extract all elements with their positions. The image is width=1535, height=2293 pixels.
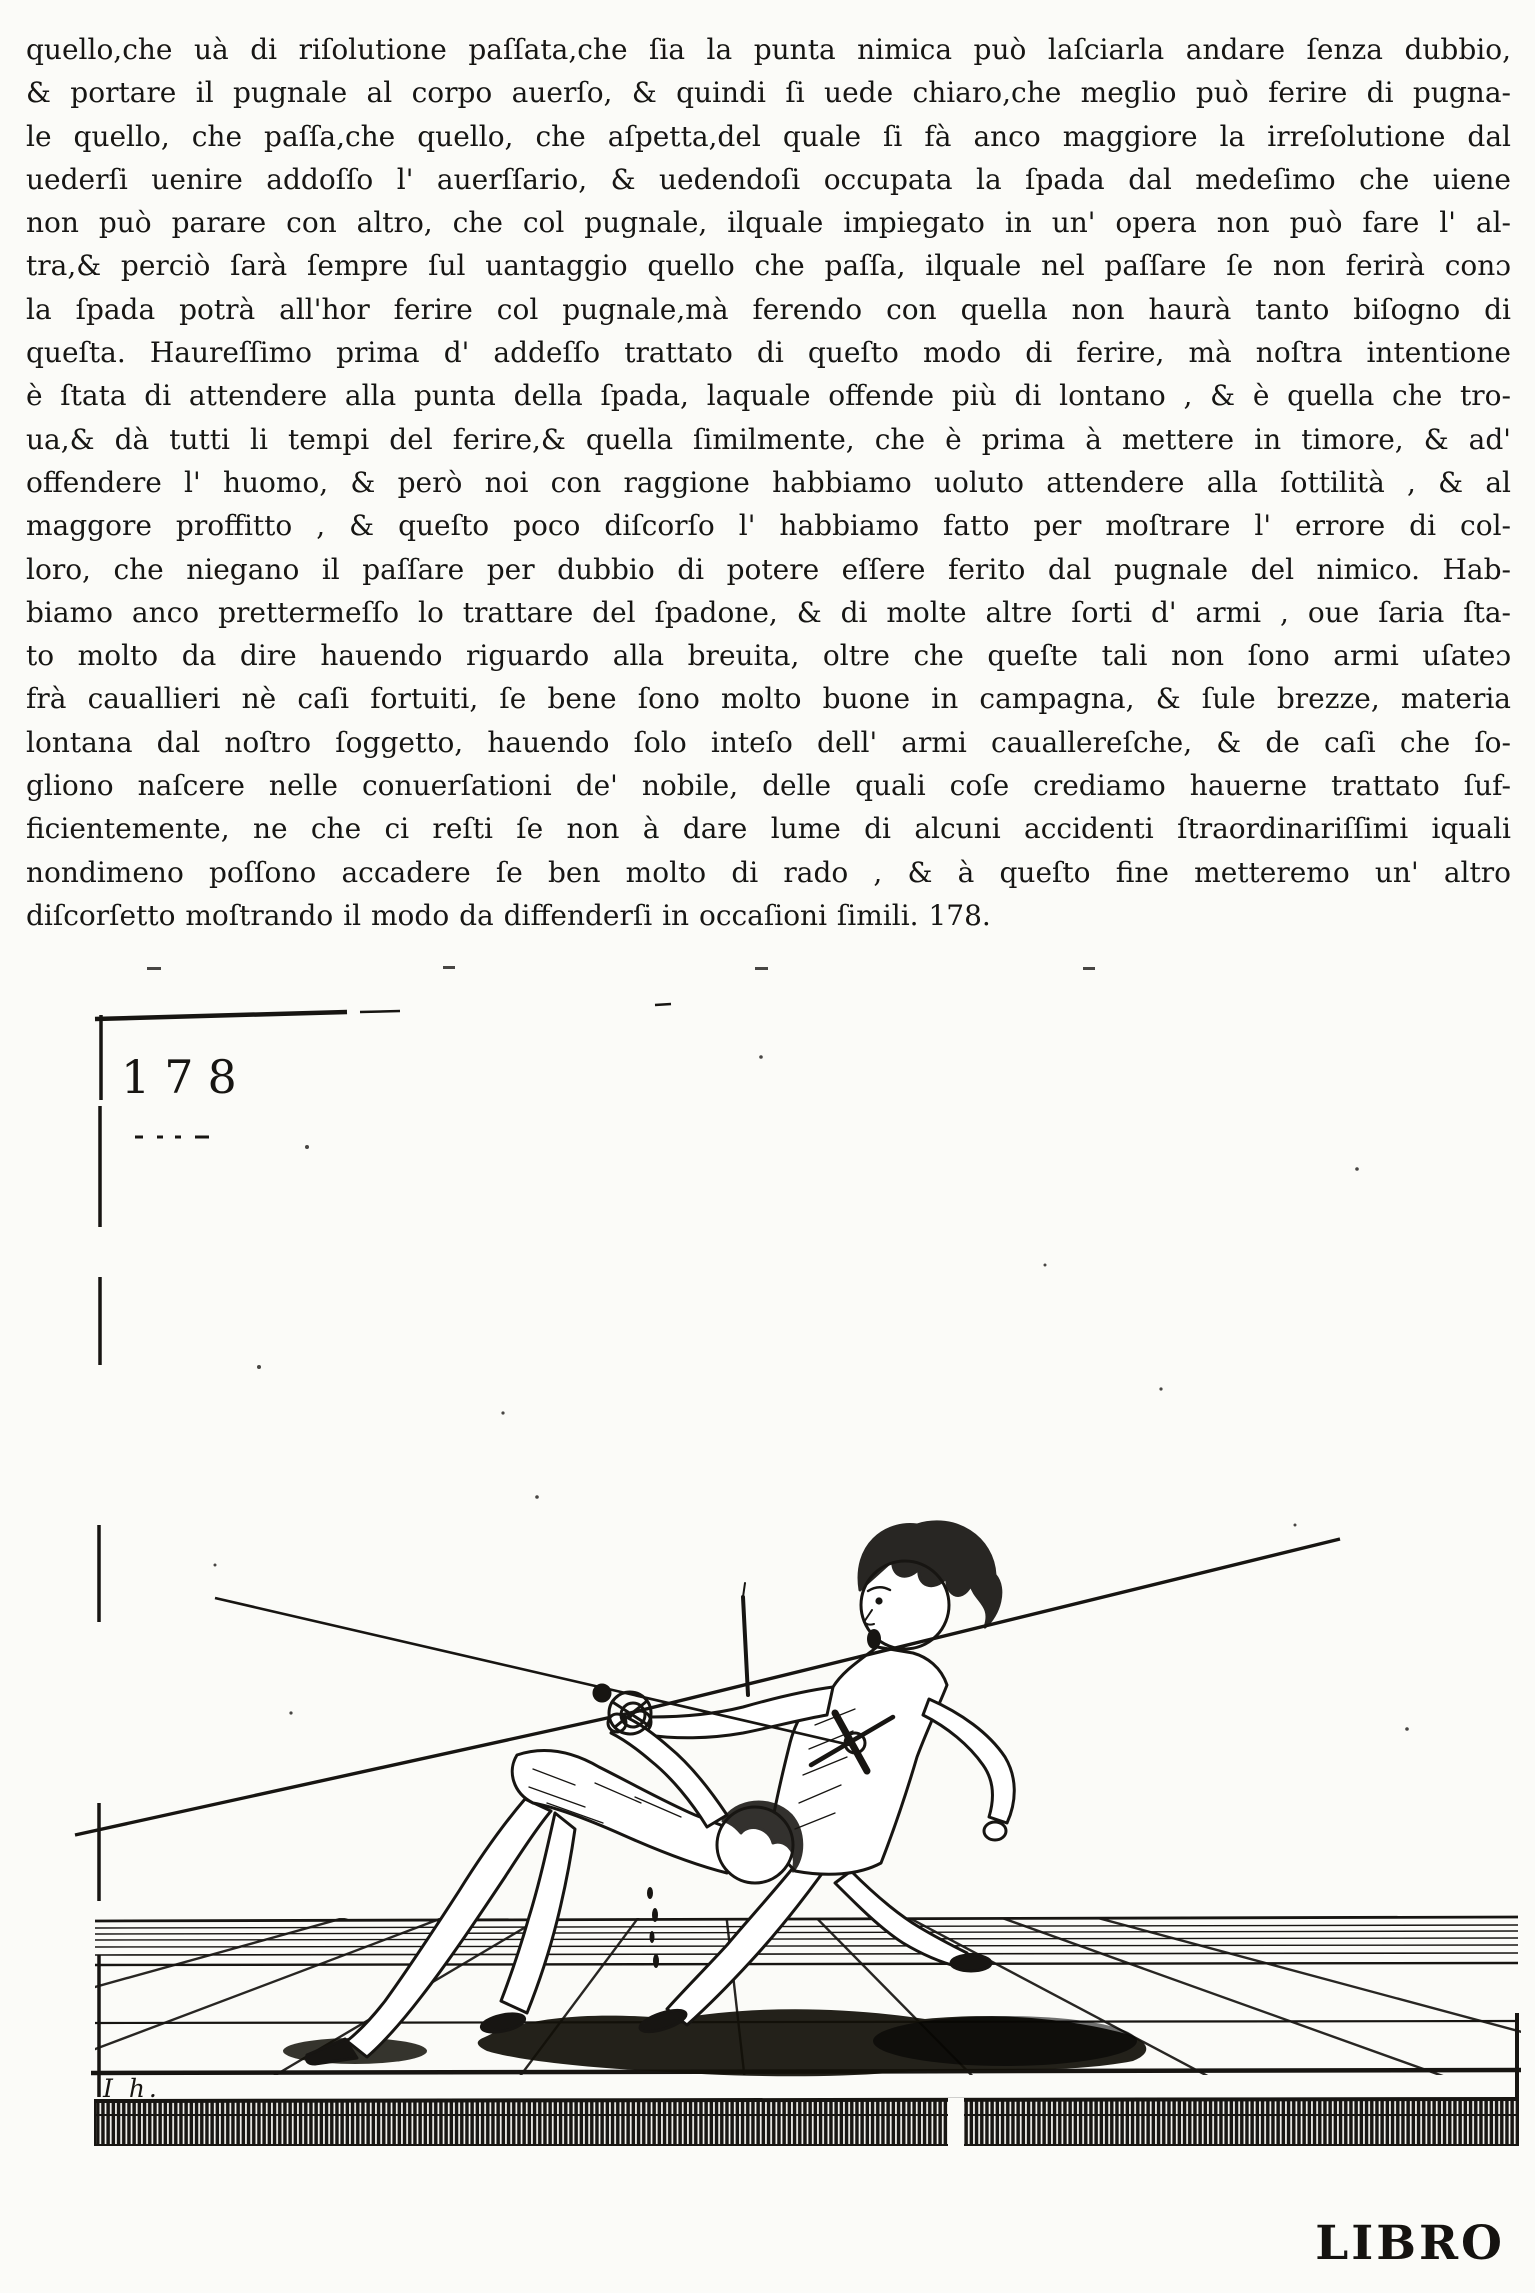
text-line: gliono naſcere nelle conuerſationi de' nobile, delle quali coſe crediamo hauerne trattato ſuf-	[26, 769, 1511, 803]
body-text	[0, 0, 1535, 937]
floor-horizon-band	[95, 1917, 1518, 1965]
text-line: maggore proffitto , & queſto poco diſcorſo l' habbiamo fatto per moſtrare l' errore di col-	[26, 509, 1511, 543]
text-line: diſcorſetto moſtrando il modo da diffenderſi in occaſioni ſimili. 178.	[26, 898, 991, 932]
text-line: queſta. Haureſſimo prima d' addeſſo trattato di queſto modo di ferire, mà noſtra intentione	[26, 336, 1511, 370]
standing-fencer-front-leg	[667, 1863, 821, 2025]
text-line: non può parare con altro, che col pugnale, ilquale impiegato in un' opera non può fare l' al-	[26, 206, 1511, 240]
text-line: lontana dal noſtro ſoggetto, hauendo ſolo inteſo dell' armi cauallereſche, & de caſi che ſo-	[26, 725, 1511, 759]
text-line: tra,& perciò ſarà ſempre ſul uantaggio quello che paſſa, ilquale nel paſſare ſe non ferirà conɔ	[26, 249, 1511, 283]
dagger-blade-tip	[743, 1583, 745, 1597]
figure-number: 178	[121, 1050, 251, 1104]
standing-fencer-rear-arm	[923, 1699, 1014, 1823]
engraving-plate	[55, 965, 1525, 2180]
catchword: LIBRO	[1315, 2216, 1505, 2271]
text-line: frà cauallieri nè caſi fortuiti, ſe bene ſono molto buone in campagna, & ſule brezze, materia	[26, 682, 1511, 716]
text-line: uederſi uenire addoſſo l' auerſſario, & uedendoſi occupata la ſpada dal medeſimo che uiene	[26, 162, 1511, 196]
text-line: la ſpada potrà all'hor ferire col pugnale,mà ferendo con quella non haurà tanto biſogno di	[26, 292, 1511, 326]
standing-fencer-open-mouth	[867, 1629, 881, 1649]
text-line: & portare il pugnale al corpo auerſo, & quindi ſi uede chiaro,che meglio può ferire di pugna-	[26, 76, 1511, 110]
text-line: ficientemente, ne che ci reſti ſe non à dare lume di alcuni accidenti ſtraordinariſſimi iquali	[26, 812, 1511, 846]
text-line: è ſtata di attendere alla punta della ſpada, laquale offende più di lontano , & è quella che tro-	[26, 379, 1511, 413]
text-line: quello,che uà di riſolutione paſſata,che ſia la punta nimica può laſciarla andare ſenza dubbio,	[26, 33, 1511, 66]
text-line: le quello, che paſſa,che quello, che aſpetta,del quale ſi fà anco maggiore la irreſolutione dal	[26, 119, 1511, 153]
standing-fencer-back-foot	[951, 1955, 991, 1971]
frame-top-line	[95, 1012, 347, 1019]
text-line: to molto da dire hauendo riguardo alla breuita, oltre che queſte tali non ſono armi uſateɔ	[26, 639, 1511, 673]
cast-shadow	[283, 2009, 1146, 2076]
standing-fencer-eye	[875, 1597, 882, 1604]
rapier-pommel	[594, 1685, 610, 1701]
baseline-hatch-strip	[95, 2098, 1518, 2147]
standing-fencer-rear-hand	[984, 1822, 1006, 1840]
sidesword-blade	[215, 1598, 850, 1745]
text-line: offendere l' huomo, & però noi con raggione habbiamo uoluto attendere alla ſottilità , & al	[26, 465, 1511, 499]
text-line: ua,& dà tutti li tempi del ferire,& quella ſimilmente, che è prima à mettere in timore, & ad'	[26, 422, 1511, 456]
dagger-blade	[743, 1597, 748, 1695]
paper-specks	[147, 966, 1409, 1731]
text-line: biamo anco prettermeſſo lo trattare del ſpadone, & di molte altre ſorti d' armi , oue ſaria ſta-	[26, 595, 1511, 629]
engraver-mark: I h.	[103, 2074, 161, 2103]
frame-left-line	[99, 1015, 101, 2145]
text-line: loro, che niegano il paſſare per dubbio di potere eſſere ferito dal pugnale del nimico. Hab-	[26, 552, 1511, 586]
text-line: nondimeno poſſono accadere ſe ben molto di rado , & à queſto fine metteremo un' altro	[26, 855, 1511, 889]
frame-top-dashes	[360, 1004, 671, 1012]
engraving-illustration	[55, 965, 1525, 2180]
